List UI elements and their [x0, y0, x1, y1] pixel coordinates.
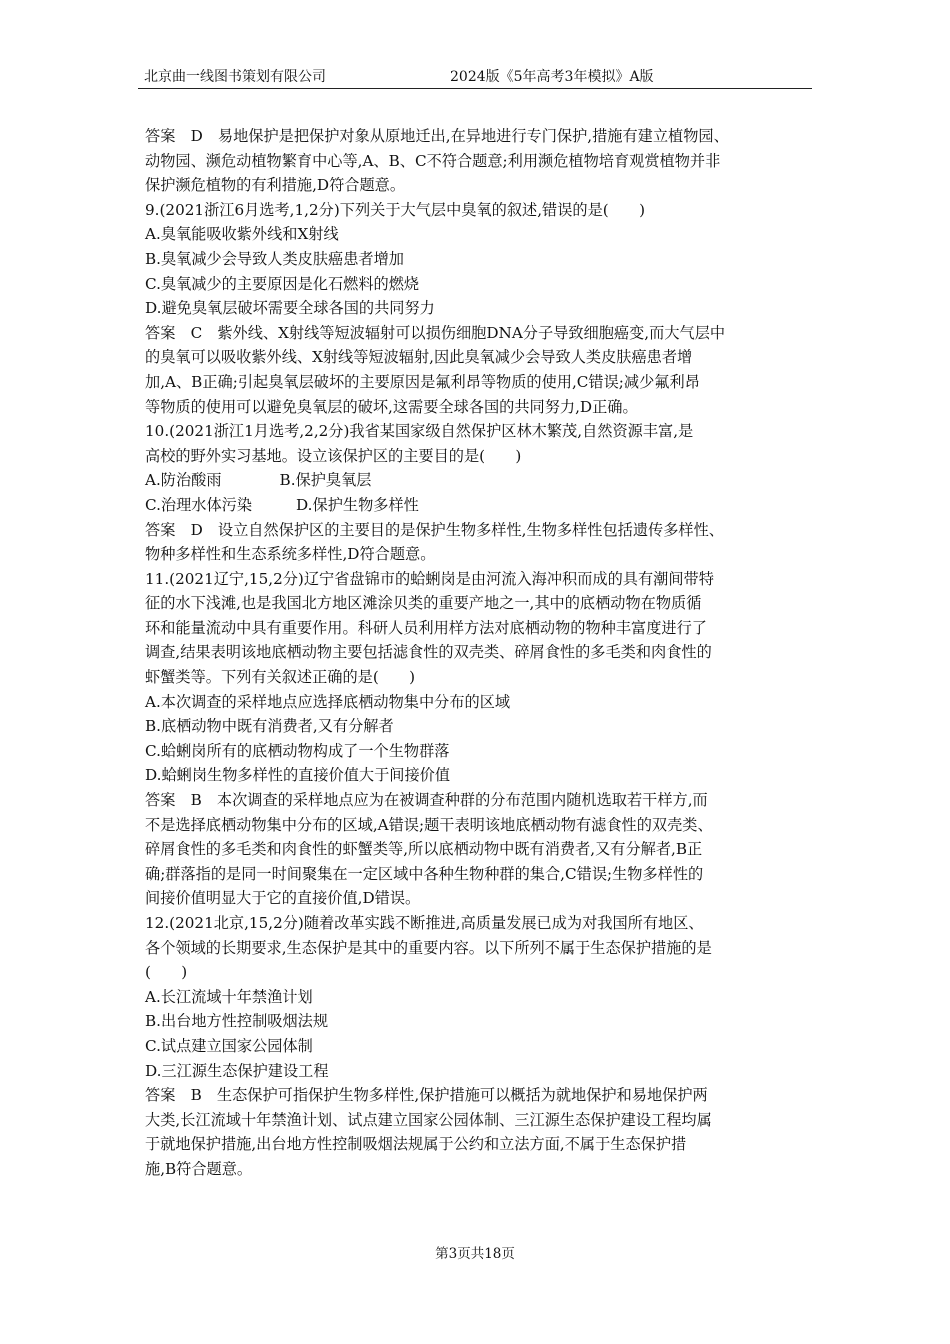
option-line: B.出台地方性控制吸烟法规 — [145, 1012, 329, 1031]
option-line — [145, 468, 815, 493]
text-span: 生态保护措施的是 — [590, 938, 712, 957]
option-line: A.本次调查的采样地点应选择底栖动物集中分布的区域 — [145, 692, 511, 711]
question-10: 10.(2021浙江1月选考,2,2分)我省某国家级自然保护区林木繁茂,自然资源丰富,是 — [145, 422, 694, 441]
text-line: 物种多样性和生态系统多样性,D符合题意。 — [145, 545, 436, 564]
option-d: D.保护生物多样性 — [296, 495, 419, 514]
text-span: 各个领域的长期要求,生态保护是其中的重要内容。以下所列 — [145, 938, 545, 957]
text-line: 等物质的使用可以避免臭氧层的破坏,这需要全球各国的共同努力,D正确。 — [145, 397, 638, 416]
option-line: D.三江源生态保护建设工程 — [145, 1061, 329, 1080]
option-line: A.臭氧能吸收紫外线和X射线 — [145, 225, 339, 244]
option-line: C.蛤蜊岗所有的底栖动物构成了一个生物群落 — [145, 741, 450, 760]
option-line: B.底栖动物中既有消费者,又有分解者 — [145, 717, 394, 736]
option-line: C.臭氧减少的主要原因是化石燃料的燃烧 — [145, 274, 420, 293]
option-line: A.长江流域十年禁渔计划 — [145, 987, 313, 1006]
document-body — [145, 124, 815, 1182]
option-line: D.蛤蜊岗生物多样性的直接价值大于间接价值 — [145, 766, 451, 785]
text-line: 大类,长江流域十年禁渔计划、试点建立国家公园体制、三江源生态保护建设工程均属 — [145, 1110, 712, 1129]
text-line: 答案 C 紫外线、X射线等短波辐射可以损伤细胞DNA分子导致细胞癌变,而大气层中 — [145, 323, 726, 342]
emphasis-char: 属 — [559, 938, 576, 957]
emphasis-char: 不 — [544, 938, 560, 957]
text-line: 答案 D 易地保护是把保护对象从原地迁出,在异地进行专门保护,措施有建立植物园、 — [145, 127, 729, 145]
text-line: 于就地保护措施,出台地方性控制吸烟法规属于公约和立法方面,不属于生态保护措 — [145, 1135, 687, 1154]
text-line: 动物园、濒危动植物繁育中心等,A、B、C不符合题意;利用濒危植物培育观赏植物并非 — [145, 151, 721, 170]
text-line: 调查,结果表明该地底栖动物主要包括滤食性的双壳类、碎屑食性的多毛类和肉食性的 — [145, 643, 712, 662]
publisher-name: 北京曲一线图书策划有限公司 — [144, 69, 326, 85]
question-11: 11.(2021辽宁,15,2分)辽宁省盘锦市的蛤蜊岗是由河流入海冲积而成的具有潮间带特 — [145, 569, 714, 588]
text-line: 确;群落指的是同一时间聚集在一定区域中各种生物种群的集合,C错误;生物多样性的 — [145, 864, 704, 883]
question-9: 9.(2021浙江6月选考,1,2分)下列关于大气层中臭氧的叙述,错误的是( ) — [145, 200, 646, 219]
text-line: 碎屑食性的多毛类和肉食性的虾蟹类等,所以底栖动物中既有消费者,又有分解者,B正 — [145, 840, 703, 859]
option-line: B.臭氧减少会导致人类皮肤癌患者增加 — [145, 249, 404, 268]
text-line — [145, 936, 815, 961]
text-line: 征的水下浅滩,也是我国北方地区滩涂贝类的重要产地之一,其中的底栖动物在物质循 — [145, 594, 702, 613]
option-line — [145, 493, 815, 518]
text-line: ( ) — [145, 963, 188, 982]
page-header — [138, 64, 812, 89]
text-line: 的臭氧可以吸收紫外线、X射线等短波辐射,因此臭氧减少会导致人类皮肤癌患者增 — [145, 348, 693, 367]
text-line: 保护濒危植物的有利措施,D符合题意。 — [145, 176, 406, 195]
text-line: 环和能量流动中具有重要作用。科研人员利用样方法对底栖动物的物种丰富度进行了 — [145, 618, 707, 637]
book-title: 2024版《5年高考3年模拟》A版 — [450, 69, 654, 85]
emphasis-char: 于 — [575, 938, 591, 957]
question-12: 12.(2021北京,15,2分)随着改革实践不断推进,高质量发展已成为对我国所有地区、 — [145, 914, 704, 932]
text-line: 答案 B 本次调查的采样地点应为在被调查种群的分布范围内随机选取若干样方,而 — [145, 791, 708, 810]
text-line: 答案 D 设立自然保护区的主要目的是保护生物多样性,生物多样性包括遗传多样性、 — [145, 520, 724, 539]
text-line: 加,A、B正确;引起臭氧层破坏的主要原因是氟利昂等物质的使用,C错误;减少氟利昂 — [145, 372, 700, 391]
text-line: 施,B符合题意。 — [145, 1159, 253, 1178]
option-c: C.治理水体污染 — [145, 495, 253, 514]
text-line: 不是选择底栖动物集中分布的区域,A错误;题干表明该地底栖动物有滤食性的双壳类、 — [145, 815, 713, 834]
page-number: 第3页共18页 — [435, 1246, 515, 1262]
option-b: B.保护臭氧层 — [279, 471, 372, 490]
option-line: C.试点建立国家公园体制 — [145, 1036, 313, 1055]
option-a: A.防治酸雨 — [145, 471, 222, 490]
text-line: 高校的野外实习基地。设立该保护区的主要目的是( ) — [145, 446, 522, 465]
text-line: 虾蟹类等。下列有关叙述正确的是( ) — [145, 668, 416, 687]
option-line: D.避免臭氧层破坏需要全球各国的共同努力 — [145, 299, 435, 318]
text-line: 答案 B 生态保护可指保护生物多样性,保护措施可以概括为就地保护和易地保护两 — [145, 1086, 708, 1105]
text-line: 间接价值明显大于它的直接价值,D错误。 — [145, 889, 421, 908]
